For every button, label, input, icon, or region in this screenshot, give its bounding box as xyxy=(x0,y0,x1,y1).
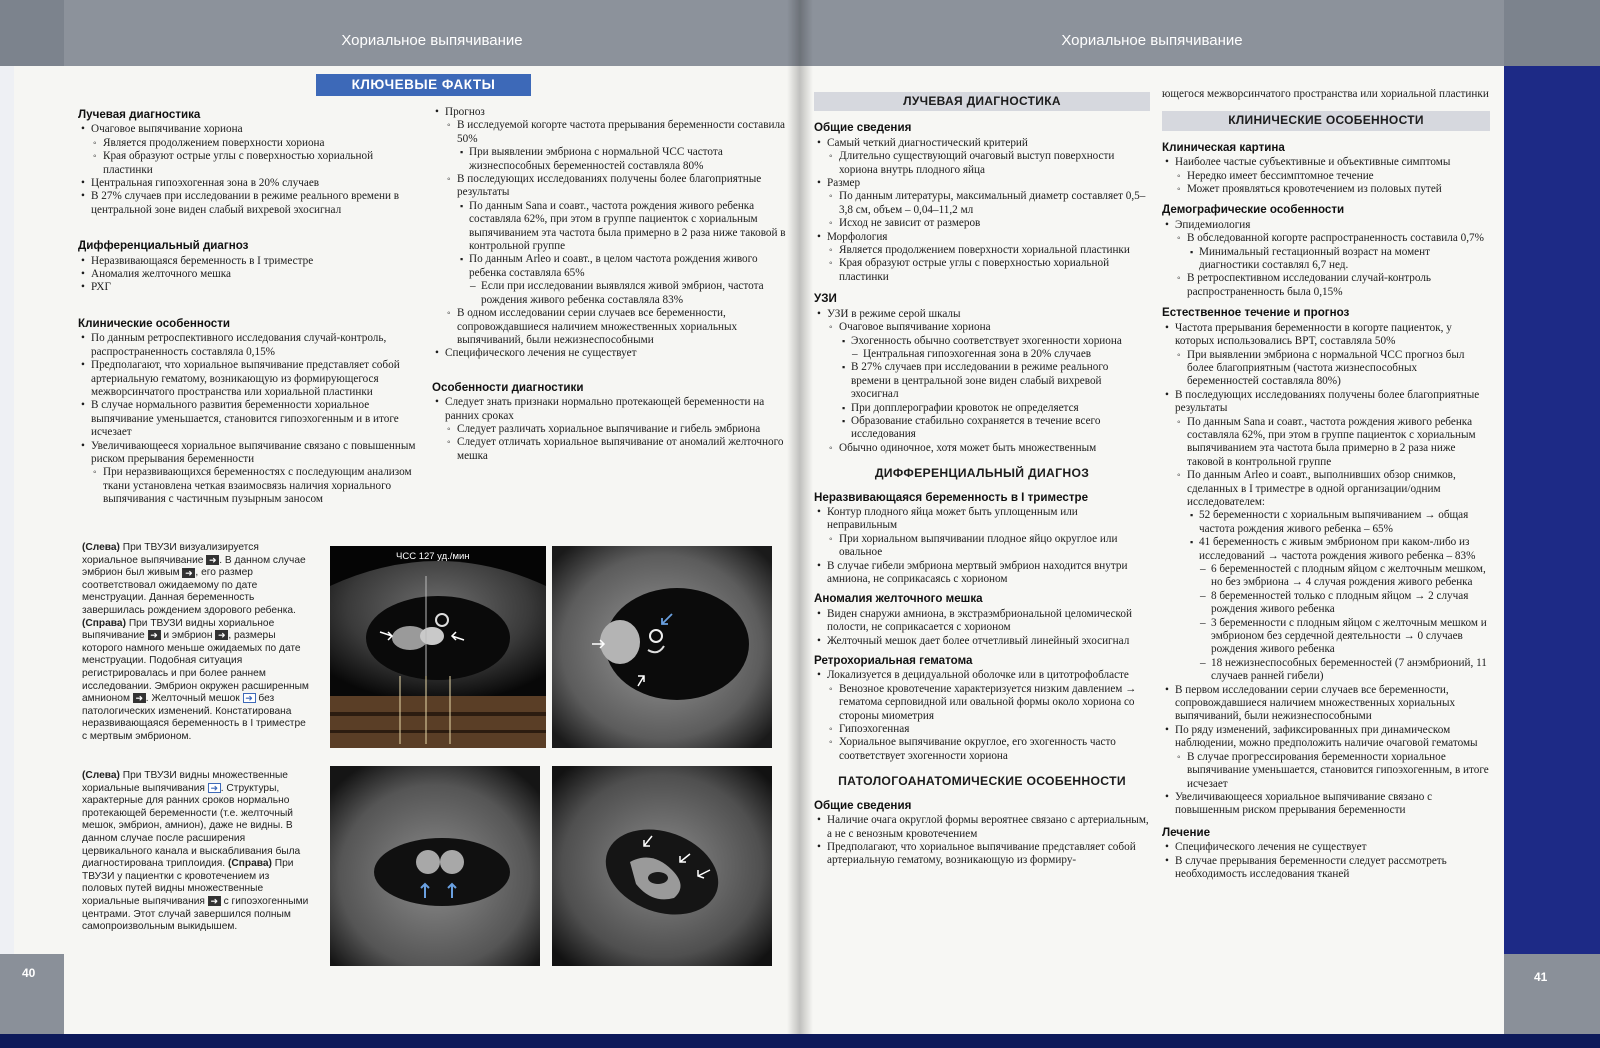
list-text: Наиболее частые субъективные и объективные симптомы xyxy=(1175,156,1451,169)
left-header-band xyxy=(64,0,800,66)
arrow-icon: ➜ xyxy=(215,630,228,640)
caption-right-label: (Справа) xyxy=(82,617,126,629)
caption-text: При ТВУЗИ у пациентки с кровотечением из половых путей видны множественные хориальные выпячивания xyxy=(82,858,294,907)
clinical-picture-heading: Клиническая картина xyxy=(1162,140,1285,154)
book-gutter-shadow xyxy=(787,0,813,1048)
left-side-bar xyxy=(0,0,64,66)
list-item xyxy=(827,177,1150,231)
pathology-section-title: ПАТОЛОГОАНАТОМИЧЕСКИЕ ОСОБЕННОСТИ xyxy=(838,774,1126,789)
list-text: В последующих исследованиях получены более благоприятные результаты xyxy=(457,173,762,199)
figure-caption-2 xyxy=(82,770,312,934)
list-item: ◦ В одном исследовании серии случаев все беременности, сопровождавшиеся наличием множественных хориальных выпячиваний, были нежизнеспособными xyxy=(457,307,786,347)
list-item xyxy=(1175,389,1490,684)
list-item: • Специфического лечения не существует xyxy=(445,347,786,360)
ultrasound-image-1 xyxy=(330,546,546,748)
rad-heading: Лучевая диагностика xyxy=(78,108,201,121)
list-item: • РХГ xyxy=(91,281,416,294)
left-header-title: Хориальное выпячивание xyxy=(341,32,523,49)
list-text: Контур плодного яйца может быть уплощенным или неправильным xyxy=(827,505,1078,532)
caption-right-label: (Справа) xyxy=(227,858,272,870)
list-item: • Предполагают, что хориальное выпячивание представляет собой артериальную гематому, возникающую из формиру- xyxy=(827,841,1150,868)
list-item: • Специфического лечения не существует xyxy=(1175,841,1490,854)
list-item xyxy=(827,137,1150,177)
arrow-icon: ➜ xyxy=(208,783,221,793)
list-item: ◦ При неразвивающихся беременностях с последующим анализом ткани установлена четкая взаимосвязь наличия хориального выпячивания с частичным пузырным заносом xyxy=(103,466,416,506)
natural-course-heading: Естественное течение и прогноз xyxy=(1162,306,1350,320)
list-item xyxy=(827,231,1150,285)
right-header-band xyxy=(800,0,1504,66)
right-column-1 xyxy=(814,88,1150,868)
list-item: • В 27% случаев при исследовании в режиме реального времени в центральной зоне виден слабый вихревой эхосигнал xyxy=(91,190,416,217)
scan-band-bottom xyxy=(0,1034,1600,1048)
list-item xyxy=(457,119,786,173)
list-text: Частота прерывания беременности в когорте пациенток, у которых использовались ВРТ, составляла 50% xyxy=(1175,321,1452,348)
list-item: ◦ Является продолжением поверхности хориальной пластинки xyxy=(839,244,1150,257)
left-column-2 xyxy=(432,106,786,463)
list-item: ◦ Гипоэхогенная xyxy=(839,723,1150,736)
list-text: По ряду изменений, зафиксированных при динамическом наблюдении, можно предположить наличие очаговой гематомы xyxy=(1175,723,1478,750)
list-item: • В первом исследовании серии случаев все беременности, сопровождавшиеся наличием множественных хориальных выпячиваний, были нежизнеспособными xyxy=(1175,684,1490,724)
list-text: УЗИ в режиме серой шкалы xyxy=(827,307,961,320)
list-item: ◦ В ретроспективном исследовании случай-контроль распространенность была 0,15% xyxy=(1187,272,1490,299)
list-item: ◦ Следует различать хориальное выпячивание и гибель эмбриона xyxy=(457,423,786,436)
continued-text: ющегося межворсинчатого пространства или хориальной пластинки xyxy=(1162,88,1489,100)
caption-text: , размеры которого намного меньше ожидаемых по дате менструации. Подобная ситуация регистрировалась и при более раннем исследовании. Эмбрион окружен расширенным амнионом xyxy=(82,630,309,705)
list-text: В последующих исследованиях получены более благоприятные результаты xyxy=(1175,388,1480,415)
list-item: • Центральная гипоэхогенная зона в 20% случаев xyxy=(91,177,416,190)
clinical-section-bar: КЛИНИЧЕСКИЕ ОСОБЕННОСТИ xyxy=(1162,111,1490,130)
caption-left-label: (Слева) xyxy=(82,542,120,553)
list-item: ◦ При выявлении эмбриона с нормальной ЧСС прогноз был более благоприятным (частота жизнеспособных беременностей составляла 80%) xyxy=(1187,349,1490,389)
list-text: Локализуется в децидуальной оболочке или в цитотрофобласте xyxy=(827,669,1129,682)
dd-c-heading: Ретрохориальная гематома xyxy=(814,654,973,668)
left-folio-tab xyxy=(0,954,64,1034)
list-item: • В случае нормального развития беременности хориальное выпячивание уменьшается, становится гипоэхогенным и в итоге исчезает xyxy=(91,399,416,439)
caption-text: При ТВУЗИ визуализируется хориальное выпячивание xyxy=(82,542,259,566)
caption-left-label: (Слева) xyxy=(82,770,120,781)
list-item xyxy=(827,506,1150,560)
list-item xyxy=(839,321,1150,442)
arrow-icon: ➜ xyxy=(243,693,256,703)
list-text: В исследуемой когорте частота прерывания беременности составила 50% xyxy=(457,119,786,145)
list-item: – 3 беременности с плодным яйцом с желточным мешком и эмбрионом без сердечной деятельности → 0 случаев рождения живого ребенка xyxy=(1211,617,1490,657)
list-item: • Неразвивающаяся беременность в I триместре xyxy=(91,255,416,268)
heart-rate-label: ЧСС 127 уд./мин xyxy=(396,551,470,562)
right-page-number: 41 xyxy=(1534,970,1548,984)
right-folio-tab xyxy=(1504,954,1600,1034)
list-item: • Предполагают, что хориальное выпячивание представляет собой артериальную гематому, возникающую из формирующегося межворсинчатого пространства или хориальной пластинки xyxy=(91,359,416,399)
list-item xyxy=(1187,469,1490,684)
arrow-icon: ➜ xyxy=(133,693,146,703)
right-header-title: Хориальное выпячивание xyxy=(1061,32,1243,49)
treatment-heading: Лечение xyxy=(1162,825,1211,839)
left-margin-strip xyxy=(0,66,14,954)
list-item: ▪ По данным Sana и соавт., частота рождения живого ребенка составляла 62%, при этом в группе пациенток с хориальным выпячиванием эта частота была примерно в 2 раза ниже таковой в контрольной группе xyxy=(469,200,786,254)
list-item xyxy=(457,173,786,307)
arrow-icon: ➜ xyxy=(148,630,161,640)
list-item: ◦ Края образуют острые углы с поверхностью хориальной пластинки xyxy=(103,150,416,177)
figure-caption-1 xyxy=(82,542,312,744)
list-item: ◦ Нередко имеет бессимптомное течение xyxy=(1187,170,1490,183)
caption-text: . Структуры, характерные для ранних сроков нормально протекающей беременности (т.е. желточный мешок, эмбрион, амнион), даже не видны. В данном случае после расширения цервикального канала и выскабливания была диагностирована триплоидия. xyxy=(82,782,301,870)
list-item xyxy=(1175,724,1490,791)
list-item: ▪ Минимальный гестационный возраст на момент диагностики составлял 6,7 нед. xyxy=(1199,246,1490,273)
list-text: Очаговое выпячивание хориона xyxy=(91,123,243,136)
list-item: • Увеличивающееся хориальное выпячивание связано с повышенным риском прерывания беременности xyxy=(1175,791,1490,818)
list-item: • Виден снаружи амниона, в экстраэмбриональной целомической полости, не соприкасается с хорионом xyxy=(827,608,1150,635)
list-item xyxy=(469,253,786,307)
list-item: ◦ Обычно одиночное, хотя может быть множественным xyxy=(839,442,1150,455)
list-text: Прогноз xyxy=(445,106,485,118)
arrow-icon: ➜ xyxy=(208,896,221,906)
dd-b-heading: Аномалия желточного мешка xyxy=(814,592,983,606)
ultrasound-image-3 xyxy=(330,766,540,966)
right-side-bar xyxy=(1504,0,1600,66)
general-heading: Общие сведения xyxy=(814,121,912,135)
list-item: • Наличие очага округлой формы вероятнее связано с артериальным, а не с венозным кровотечением xyxy=(827,814,1150,841)
caption-text: При ТВУЗИ видны хориальное выпячивание xyxy=(82,617,275,642)
list-text: По данным Arleo и соавт., в целом частота рождения живого ребенка составляла 65% xyxy=(469,253,758,279)
left-column-1 xyxy=(78,108,416,507)
list-item: • В случае гибели эмбриона мертвый эмбрион находится внутри амниона, не соприкасаясь с хорионом xyxy=(827,560,1150,587)
list-item: ▪ Образование стабильно сохраняется в течение всего исследования xyxy=(851,415,1150,442)
list-item: ◦ Венозное кровотечение характеризуется низким давлением → гематома серповидной или овальной формы около хориона со стороны миометрия xyxy=(839,683,1150,723)
list-text: В обследованной когорте распространенность составила 0,7% xyxy=(1187,232,1484,245)
arrow-icon: ➜ xyxy=(206,555,219,565)
right-column-2 xyxy=(1162,88,1490,881)
list-item: ◦ Следует отличать хориальное выпячивание от аномалий желточного мешка xyxy=(457,436,786,463)
arrow-icon: ➜ xyxy=(182,568,195,578)
list-item xyxy=(1175,156,1490,196)
list-text: Эпидемиология xyxy=(1175,218,1251,231)
radiology-section-bar: ЛУЧЕВАЯ ДИАГНОСТИКА xyxy=(814,92,1150,111)
list-text: Морфология xyxy=(827,230,888,243)
list-item: ◦ В случае прогрессирования беременности хориальное выпячивание уменьшается, становится гипоэхогенным, в итоге исчезает xyxy=(1187,751,1490,791)
list-item xyxy=(91,440,416,507)
list-item: – Если при исследовании выявлялся живой эмбрион, частота рождения живого ребенка составляла 83% xyxy=(481,280,786,307)
list-text: По данным Arleo и соавт., выполнивших обзор снимков, сделанных в I триместре в одной организации/одним исследователем: xyxy=(1187,469,1456,508)
list-item xyxy=(1175,322,1490,389)
list-item: ◦ Хориальное выпячивание округлое, его эхогенность часто соответствует эхогенности хориона xyxy=(839,736,1150,763)
caption-text: . Желточный мешок xyxy=(145,693,243,705)
list-item: ◦ При хориальном выпячивании плодное яйцо округлое или овальное xyxy=(839,533,1150,560)
ultrasound-image-2 xyxy=(552,546,772,748)
list-item: – 6 беременностей с плодным яйцом с желточным мешком, но без эмбриона → 4 случая рождения живого ребенка xyxy=(1211,563,1490,590)
caption-text: с гипоэхогенными центрами. Этот случай завершился полным самопроизвольным выкидышем. xyxy=(82,895,309,933)
path-general-heading: Общие сведения xyxy=(814,798,912,812)
list-item: ▪ При выявлении эмбриона с нормальной ЧСС частота жизнеспособных беременностей составляла 80% xyxy=(469,146,786,173)
list-text: Размер xyxy=(827,177,861,190)
right-scan-margin xyxy=(1504,66,1600,954)
dd-a-heading: Неразвивающаяся беременность в I триместре xyxy=(814,490,1089,504)
demographics-heading: Демографические особенности xyxy=(1162,203,1345,217)
list-item: • По данным ретроспективного исследования случай-контроль, распространенность составляла 0,15% xyxy=(91,332,416,359)
list-item xyxy=(827,669,1150,763)
list-item xyxy=(1187,232,1490,272)
list-item xyxy=(445,106,786,347)
list-item: ◦ По данным литературы, максимальный диаметр составляет 0,5–3,8 см, объем – 0,04–11,2 мл xyxy=(839,190,1150,217)
list-text: Самый четкий диагностический критерий xyxy=(827,136,1028,149)
list-item: ▪ При допплерографии кровоток не определяется xyxy=(851,402,1150,415)
list-item: • Желточный мешок дает более отчетливый линейный эхосигнал xyxy=(827,635,1150,648)
list-item xyxy=(851,335,1150,362)
caption-text: и эмбрион xyxy=(160,630,216,642)
list-item: ▪ 52 беременности с хориальным выпячиванием → общая частота рождения живого ребенка – 65% xyxy=(1199,509,1490,536)
list-item xyxy=(827,308,1150,455)
list-item: ◦ Края образуют острые углы с поверхностью хориальной пластинки xyxy=(839,257,1150,284)
list-item: ◦ Может проявляться кровотечением из половых путей xyxy=(1187,183,1490,196)
list-item: ◦ Длительно существующий очаговый выступ поверхности хориона внутрь плодного яйца xyxy=(839,150,1150,177)
list-text: Следует знать признаки нормально протекающей беременности на ранних сроках xyxy=(445,396,765,422)
left-page-number: 40 xyxy=(22,966,36,980)
caption-text: без патологических изменений. Констатирована неразвивающаяся беременность в I триместре с мертвым эмбрионом. xyxy=(82,693,306,742)
list-item: – 8 беременностей только с плодным яйцом → 2 случая рождения живого ребенка xyxy=(1211,590,1490,617)
clinical-heading: Клинические особенности xyxy=(78,316,231,330)
caption-text: . В данном случае эмбрион был живым xyxy=(82,554,306,579)
caption-text: , его размер соответствовал ожидаемому по дате менструации. Данная беременность завершилась рождением здорового ребенка. xyxy=(82,567,296,616)
list-item: – Центральная гипоэхогенная зона в 20% случаев xyxy=(863,348,1150,361)
list-text: Эхогенность обычно соответствует эхогенности хориона xyxy=(851,334,1122,347)
caption-text: При ТВУЗИ видны множественные хориальные выпячивания xyxy=(82,770,288,794)
us-heading: УЗИ xyxy=(814,292,837,306)
list-item: • В случае прерывания беременности следует рассмотреть необходимость исследования тканей xyxy=(1175,855,1490,882)
right-page xyxy=(800,0,1600,1048)
list-text: Очаговое выпячивание хориона xyxy=(839,321,991,334)
list-item xyxy=(1199,536,1490,683)
list-item: ▪ В 27% случаев при исследовании в режиме реального времени в центральной зоне виден слабый вихревой эхосигнал xyxy=(851,361,1150,401)
diag-features-heading: Особенности диагностики xyxy=(432,380,584,394)
list-item: ◦ Является продолжением поверхности хориона xyxy=(103,137,416,150)
list-item xyxy=(91,123,416,177)
ultrasound-image-4 xyxy=(552,766,772,966)
list-item: ◦ По данным Sana и соавт., частота рождения живого ребенка составляла 62%, при этом в группе пациенток с хориальным выпячиванием эта частота была примерно в 2 раза ниже таковой в контрольной группе xyxy=(1187,416,1490,470)
key-facts-banner: КЛЮЧЕВЫЕ ФАКТЫ xyxy=(316,74,531,96)
diff-diagnosis-section-title: ДИФФЕРЕНЦИАЛЬНЫЙ ДИАГНОЗ xyxy=(874,466,1090,481)
list-item: • Аномалия желточного мешка xyxy=(91,268,416,281)
list-item xyxy=(1175,219,1490,299)
list-text: 41 беременность с живым эмбрионом при каком-либо из исследований → частота рождения живого ребенка – 83% xyxy=(1199,536,1476,562)
list-item xyxy=(445,396,786,463)
dd-heading: Дифференциальный диагноз xyxy=(78,239,249,253)
list-item: – 18 нежизнеспособных беременностей (7 анэмбрионий, 11 случаев ранней гибели) xyxy=(1211,657,1490,684)
list-item: ◦ Исход не зависит от размеров xyxy=(839,217,1150,230)
list-text: Увеличивающееся хориальное выпячивание связано с повышенным риском прерывания беременности xyxy=(91,439,416,465)
